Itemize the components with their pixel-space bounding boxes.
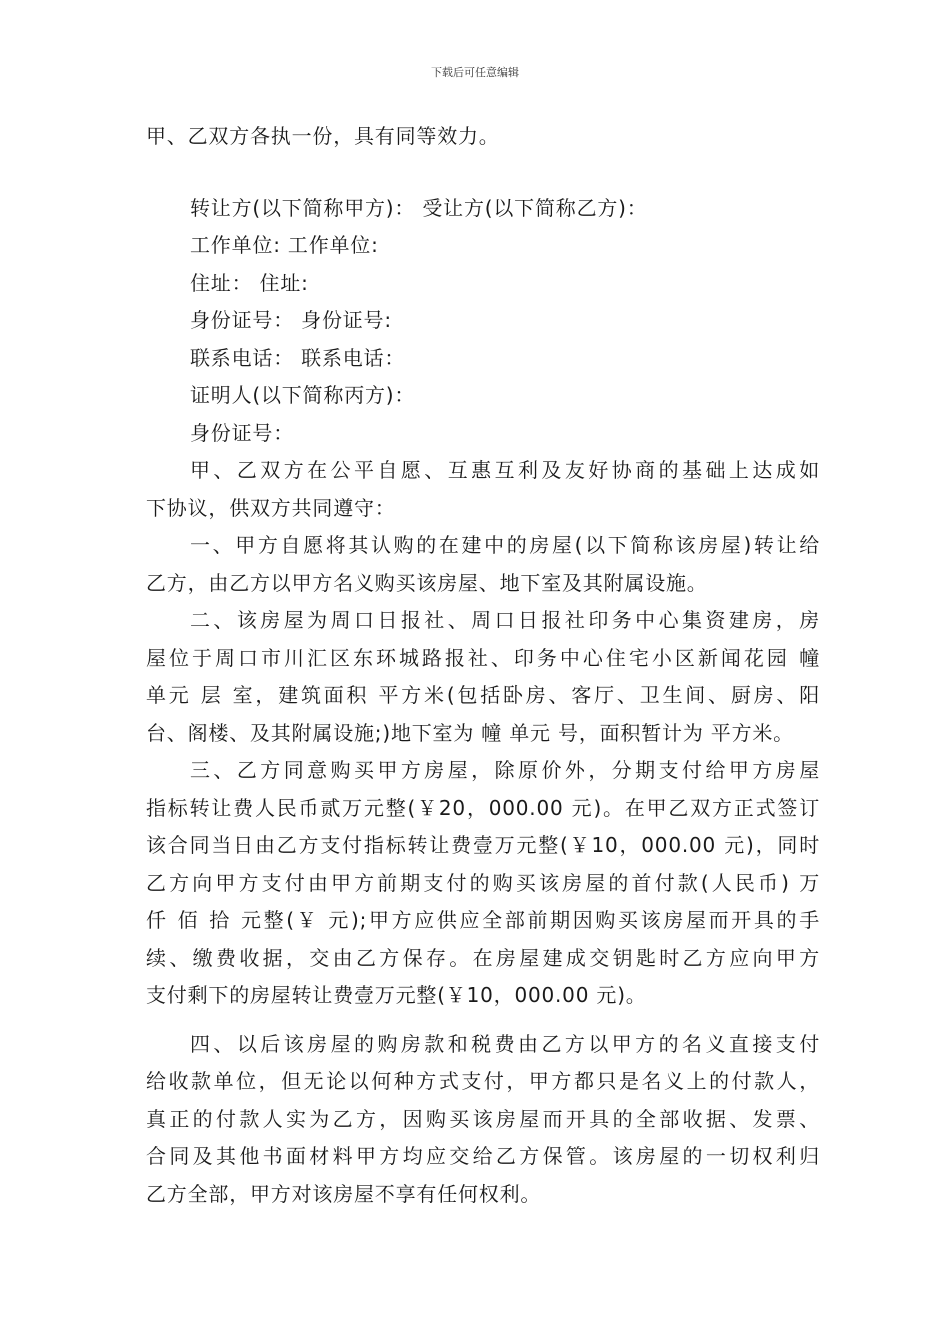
document-line: 联系电话： 联系电话： (190, 345, 406, 370)
document-line: 单元 层 室，建筑面积 平方米(包括卧房、客厅、卫生间、厨房、阳 (146, 683, 820, 707)
document-line: 乙方向甲方支付由甲方前期支付的购买该房屋的首付款(人民币) 万 (146, 870, 820, 895)
document-line: 仟 佰 拾 元整(￥ 元);甲方应供应全部前期因购买该房屋而开具的手 (146, 908, 820, 932)
document-line: 四、以后该房屋的购房款和税费由乙方以甲方的名义直接支付 (190, 1031, 820, 1056)
document-line: 甲、乙双方在公平自愿、互惠互利及友好协商的基础上达成如 (190, 458, 820, 482)
document-line: 甲、乙双方各执一份，具有同等效力。 (146, 124, 500, 148)
document-line: 身份证号： 身份证号: (190, 308, 392, 332)
document-line: 台、阁楼、及其附属设施;)地下室为 幢 单元 号，面积暂计为 平方米。 (146, 720, 794, 745)
document-line: 三、乙方同意购买甲方房屋，除原价外，分期支付给甲方房屋 (190, 758, 820, 782)
document-line: 二、该房屋为周口日报社、周口日报社印务中心集资建房，房 (190, 608, 820, 632)
document-line: 身份证号： (190, 420, 294, 445)
document-line: 屋位于周口市川汇区东环城路报社、印务中心住宅小区新闻花园 幢 (146, 645, 820, 670)
document-line: 证明人(以下简称丙方)： (190, 383, 416, 407)
document-line: 合同及其他书面材料甲方均应交给乙方保管。该房屋的一切权利归 (146, 1144, 820, 1168)
document-body (146, 118, 820, 1213)
document-line: 下协议，供双方共同遵守： (146, 495, 396, 520)
document-line: 给收款单位，但无论以何种方式支付，甲方都只是名义上的付款人， (146, 1069, 820, 1093)
document-line: 真正的付款人实为乙方，因购买该房屋而开具的全部收据、发票、 (146, 1106, 820, 1131)
page-header: 下载后可任意编辑 (431, 66, 519, 79)
document-line: 支付剩下的房屋转让费壹万元整(￥10，000.00 元)。 (146, 983, 647, 1007)
document-line: 指标转让费人民币贰万元整(￥20，000.00 元)。在甲乙双方正式签订 (146, 795, 820, 820)
document-line: 续、缴费收据，交由乙方保存。在房屋建成交钥匙时乙方应向甲方 (146, 945, 820, 970)
document-line: 工作单位: 工作单位: (190, 233, 379, 257)
document-line: 住址： 住址: (190, 270, 309, 295)
document-line: 乙方全部，甲方对该房屋不享有任何权利。 (146, 1181, 542, 1206)
document-line: 乙方，由乙方以甲方名义购买该房屋、地下室及其附属设施。 (146, 570, 708, 595)
document-line: 转让方(以下简称甲方)： 受让方(以下简称乙方)： (190, 195, 648, 220)
document-line: 该合同当日由乙方支付指标转让费壹万元整(￥10，000.00 元)，同时 (146, 833, 820, 857)
document-line: 一、甲方自愿将其认购的在建中的房屋(以下简称该房屋)转让给 (190, 533, 820, 557)
